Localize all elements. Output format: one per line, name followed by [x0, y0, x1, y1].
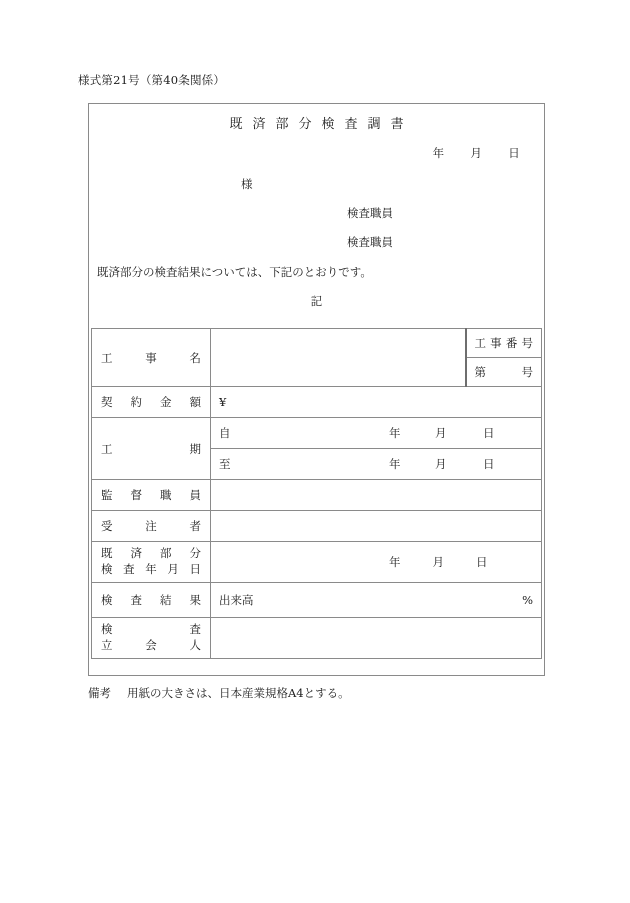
- field-witness[interactable]: [211, 618, 542, 659]
- footer-note-label: 備考: [88, 686, 111, 700]
- label-contract-amount-c0: 契: [101, 395, 113, 409]
- yen-symbol: ¥: [219, 395, 227, 409]
- field-period-to[interactable]: [211, 449, 542, 480]
- field-period-from[interactable]: [211, 418, 542, 449]
- label-witness-l1c1: 査: [189, 622, 201, 637]
- period-from-month: 月: [435, 426, 447, 440]
- statement-text: 既済部分の検査結果については、下記のとおりです。: [97, 265, 372, 279]
- table-row-result: [92, 583, 542, 618]
- label-supervisor-c0: 監: [101, 488, 113, 502]
- label-result: [92, 583, 211, 618]
- table-row-witness: [92, 618, 542, 659]
- inspection-date-month: 月: [432, 555, 444, 569]
- label-contractor-c0: 受: [101, 519, 113, 533]
- label-supervisor-c1: 督: [130, 488, 142, 502]
- document-frame: [88, 103, 545, 676]
- label-witness-l2c2: 人: [189, 638, 201, 652]
- header-date-year: 年: [432, 146, 445, 160]
- label-period: [92, 418, 211, 480]
- field-work-name[interactable]: [211, 329, 466, 387]
- label-contractor-c1: 注: [145, 519, 157, 533]
- addressee-honorific: 様: [241, 177, 253, 191]
- label-inspection-date-l2c2: 年: [145, 562, 157, 576]
- field-supervisor[interactable]: [211, 480, 542, 511]
- label-witness-line1: [101, 622, 201, 638]
- label-witness-line2: [101, 638, 201, 654]
- label-work-name-c2: 名: [189, 350, 201, 365]
- inspection-table: [91, 328, 542, 659]
- label-result-c3: 果: [189, 593, 201, 607]
- label-contract-amount: [92, 387, 211, 418]
- label-work-number-c0: 工: [474, 336, 486, 350]
- label-work-name-c0: 工: [101, 350, 113, 365]
- label-work-number-c1: 事: [490, 336, 502, 350]
- field-result[interactable]: [211, 583, 542, 618]
- label-work-name: [92, 329, 211, 387]
- label-inspection-date-l2c1: 査: [123, 562, 135, 576]
- table-row-contract-amount: [92, 387, 542, 418]
- signer-inspector-2: 検査職員: [347, 235, 393, 249]
- field-contract-amount[interactable]: [211, 387, 542, 418]
- label-witness-l2c0: 立: [101, 638, 113, 652]
- label-inspection-date-l1c3: 分: [189, 546, 201, 561]
- label-inspection-date: [92, 542, 211, 583]
- label-inspection-date-l2c3: 月: [167, 562, 179, 576]
- label-contractor: [92, 511, 211, 542]
- label-result-c1: 査: [130, 593, 142, 607]
- ki-marker: 記: [310, 294, 323, 308]
- page-title: 既済部分検査調書: [229, 117, 414, 132]
- label-inspection-date-l1c2: 部: [160, 546, 172, 561]
- period-to-prefix: 至: [219, 457, 231, 471]
- label-inspection-date-line1: [101, 546, 201, 562]
- header-date-line: [433, 145, 520, 161]
- label-contractor-c2: 者: [189, 519, 201, 533]
- label-supervisor-c2: 職: [160, 488, 172, 502]
- field-contractor[interactable]: [211, 511, 542, 542]
- label-witness: [92, 618, 211, 659]
- period-to-day: 日: [483, 457, 495, 471]
- work-number-prefix: 第: [474, 365, 486, 379]
- label-contract-amount-c2: 金: [160, 395, 172, 409]
- period-to-month: 月: [435, 457, 447, 471]
- table-row-period-from: [92, 418, 542, 449]
- period-from-day: 日: [483, 426, 495, 440]
- table-row-work-name: [92, 329, 542, 358]
- field-inspection-date[interactable]: [211, 542, 542, 583]
- label-work-name-c1: 事: [145, 350, 157, 365]
- label-inspection-date-l1c0: 既: [101, 546, 113, 561]
- label-work-number-c2: 番: [505, 336, 518, 350]
- period-from-prefix: 自: [219, 426, 231, 440]
- label-result-c2: 結: [160, 593, 172, 607]
- header-date-day: 日: [508, 146, 520, 160]
- result-unit: %: [522, 593, 533, 607]
- field-work-number[interactable]: [466, 358, 542, 387]
- table-row-contractor: [92, 511, 542, 542]
- label-contract-amount-c3: 額: [189, 395, 201, 409]
- inspection-date-year: 年: [389, 555, 401, 569]
- label-witness-l1c0: 検: [101, 622, 113, 637]
- table-row-inspection-date: [92, 542, 542, 583]
- footer-note: [88, 685, 350, 701]
- period-from-year: 年: [389, 426, 401, 440]
- label-period-c1: 期: [189, 441, 201, 456]
- label-inspection-date-l1c1: 済: [130, 546, 142, 561]
- label-witness-l2c1: 会: [145, 638, 157, 652]
- label-contract-amount-c1: 約: [130, 395, 142, 409]
- footer-note-text: 用紙の大きさは、日本産業規格A4とする。: [127, 686, 350, 700]
- label-inspection-date-l2c4: 日: [189, 562, 201, 576]
- work-number-suffix: 号: [521, 365, 533, 379]
- label-supervisor-c3: 員: [189, 488, 201, 502]
- label-inspection-date-l2c0: 検: [101, 562, 113, 576]
- label-period-c0: 工: [101, 441, 113, 456]
- signer-inspector-1: 検査職員: [347, 206, 393, 220]
- label-supervisor: [92, 480, 211, 511]
- label-work-number: [466, 329, 542, 358]
- form-number: 様式第21号（第40条関係）: [78, 73, 226, 87]
- table-row-supervisor: [92, 480, 542, 511]
- label-inspection-date-line2: [101, 562, 201, 578]
- result-value-label: 出来高: [219, 593, 254, 607]
- period-to-year: 年: [389, 457, 401, 471]
- label-result-c0: 検: [101, 593, 113, 607]
- label-work-number-c3: 号: [521, 336, 533, 350]
- header-date-month: 月: [470, 146, 483, 160]
- inspection-date-day: 日: [476, 555, 488, 569]
